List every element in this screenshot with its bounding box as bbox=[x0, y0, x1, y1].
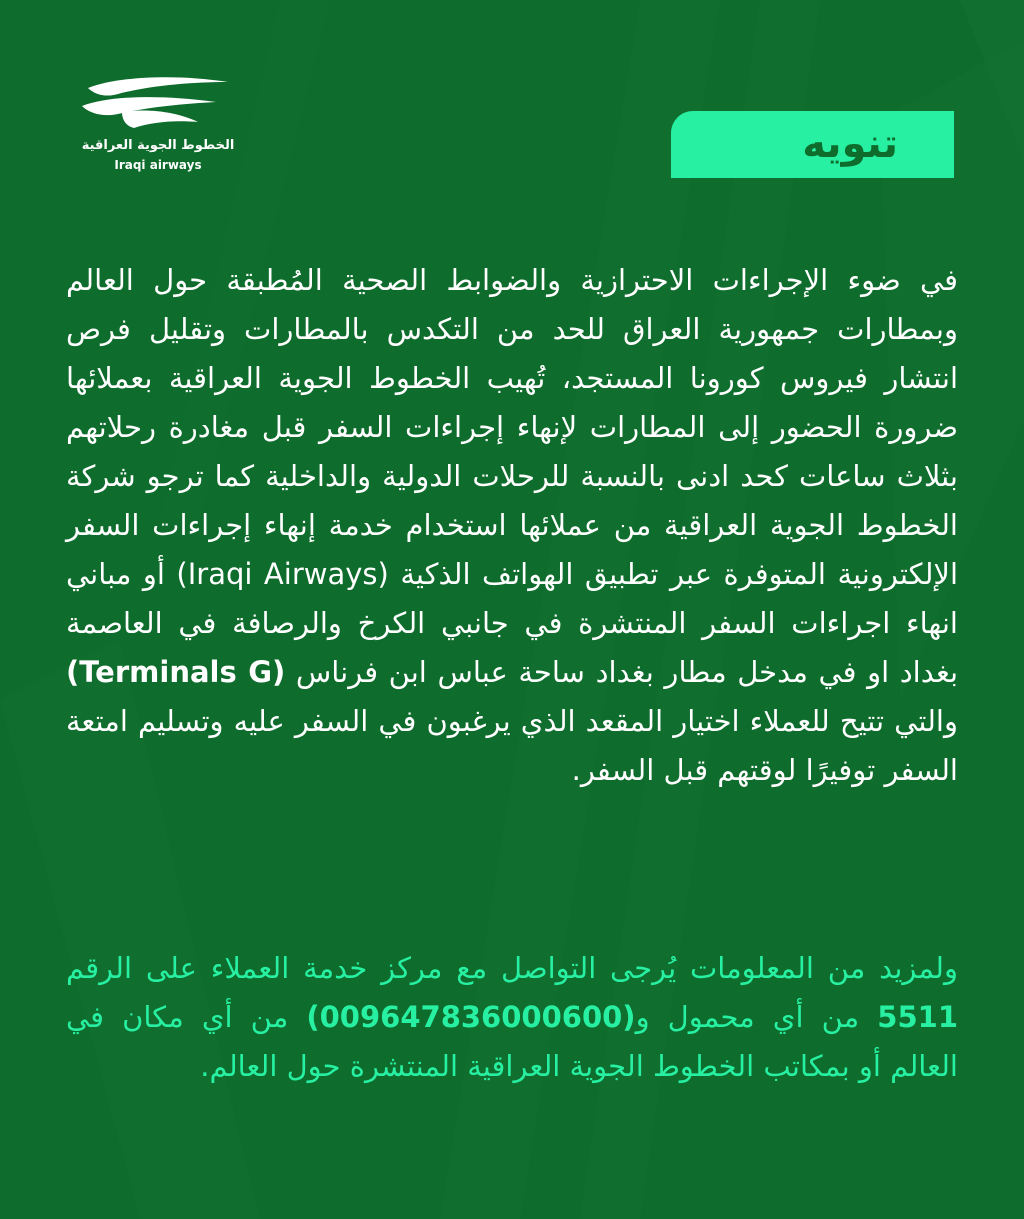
logo-arabic-text: الخطوط الجوية العراقية bbox=[81, 138, 235, 153]
announcement-body bbox=[66, 256, 958, 795]
body-text-part-1: في ضوء الإجراءات الاحترازية والضوابط الصحية المُطبقة حول العالم وبمطارات جمهورية العراق للحد من التكدس بالمطارات وتقليل فرص انتشار فيروس كورونا المستجد، تُهيب الخطوط الجوية العراقية بعملائها ضرورة الحضور إلى المطارات لإنهاء إجراءات السفر قبل مغادرة رحلاتهم بثلاث ساعات كحد ادنى بالنسبة للرحلات الدولية والداخلية كما ترجو شركة الخطوط الجوية العراقية من عملائها استخدام خدمة إنهاء إجراءات السفر الإلكترونية المتوفرة عبر تطبيق الهواتف الذكية bbox=[66, 263, 959, 591]
app-name: (Iraqi Airways) bbox=[176, 557, 389, 591]
long-phone-number: (009647836000600) bbox=[306, 1000, 636, 1034]
contact-text-part-1: ولمزيد من المعلومات يُرجى التواصل مع مركز خدمة العملاء على الرقم bbox=[66, 951, 958, 985]
iraqi-airways-bird-icon bbox=[78, 72, 238, 134]
contact-text-part-3: من أي مكان في العالم أو بمكاتب الخطوط الجوية العراقية المنتشرة حول العالم. bbox=[66, 1000, 958, 1083]
body-text-part-2: أو مباني انهاء اجراءات السفر المنتشرة في جانبي الكرخ والرصافة في العاصمة بغداد او في مدخل مطار بغداد ساحة عباس ابن فرناس bbox=[66, 557, 959, 689]
body-text-part-3: والتي تتيح للعملاء اختيار المقعد الذي يرغبون في السفر عليه وتسليم امتعة السفر توفيرًا لوقتهم قبل السفر. bbox=[66, 704, 958, 787]
iraqi-airways-logo bbox=[78, 72, 238, 182]
notice-banner bbox=[671, 111, 954, 178]
short-phone-number: 5511 bbox=[877, 1000, 959, 1034]
contact-text-part-2: من أي محمول و bbox=[635, 1000, 860, 1034]
terminal-name: (Terminals G) bbox=[66, 655, 286, 689]
notice-title: تنويه bbox=[802, 121, 898, 167]
contact-info bbox=[66, 944, 958, 1091]
logo-english-text: Iraqi airways bbox=[114, 158, 202, 172]
